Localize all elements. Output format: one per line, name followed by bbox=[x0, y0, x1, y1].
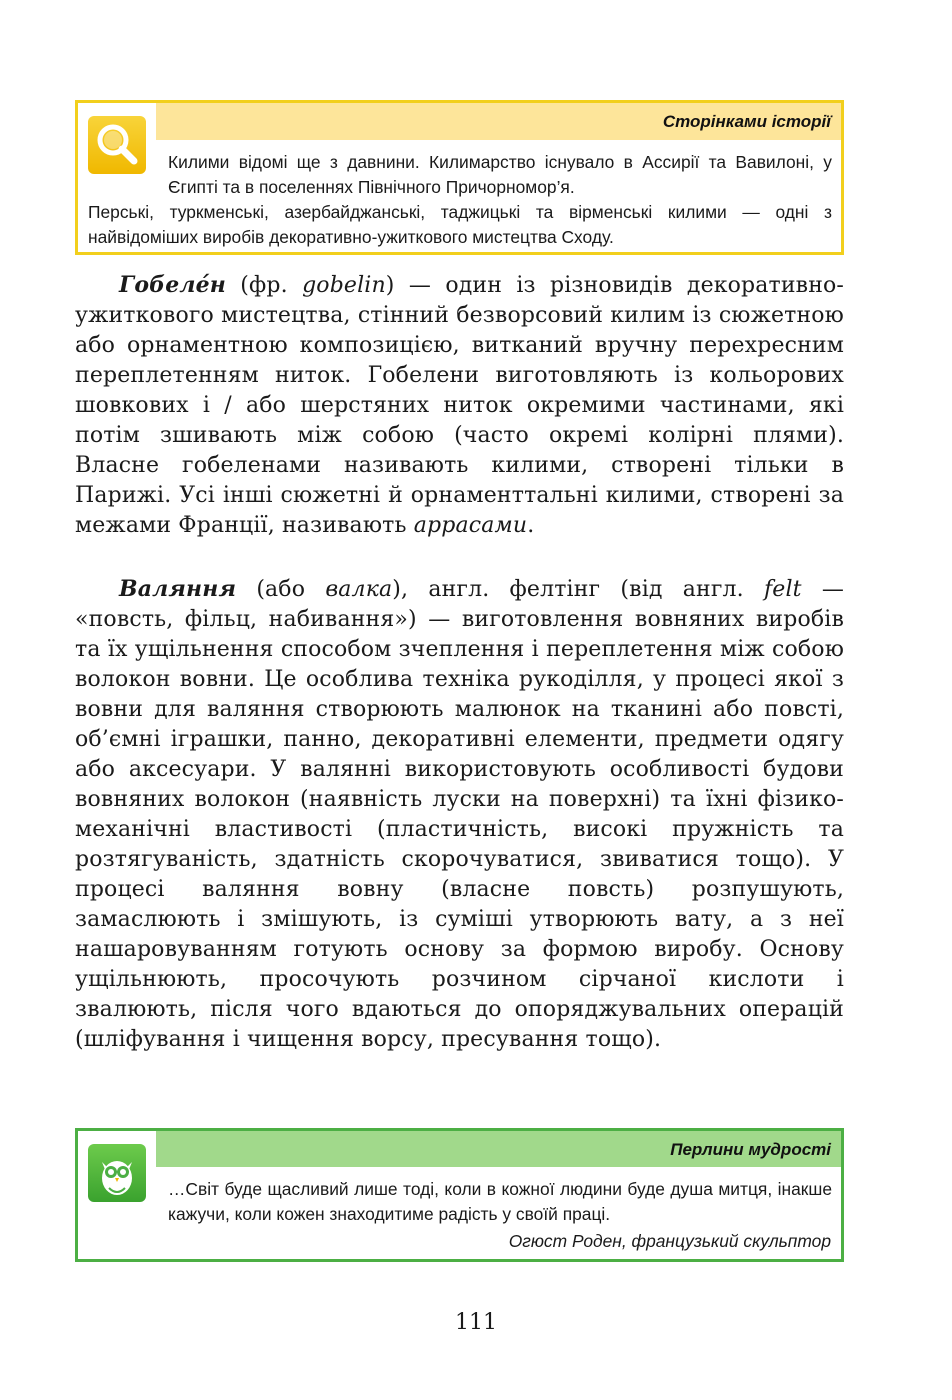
tapestry-paragraph bbox=[75, 270, 844, 541]
wisdom-box-header bbox=[156, 1131, 841, 1167]
owl-icon bbox=[88, 1144, 146, 1202]
history-box-title: Сторінками історії bbox=[662, 112, 831, 131]
felting-body: — «повсть, фільц, набивання») — виготовлення вовняних виробів та їх ущільнення способом зчеплення і переплетення між собою волокон вовни. Це особлива техніка рукоділля, у процесі якої з вовни для валяння створюють малюнок на тканині або повсті, об’ємні іграшки, панно, декоративні елементи, предмети одягу або аксесуари. У валянні використовують особливості будови вовняних волокон (наявність луски на поверхні) та їхні фізико-механічні властивості (пластичність, високі пружність та розтягуваність, здатність скорочуватися, звиватися тощо). У процесі валяння вовну (власне повсть) розпушують, замаслюють і змішують, із суміші утворюють вату, а з неї нашаровуванням готують основу за формою виробу. Основу ущільнюють, просочують розчином сірчаної кислоти і звалюють, після чого вдаються до опоряджувальних операцій (шліфування і чищення ворсу, пресування тощо). bbox=[75, 577, 845, 1052]
felting-origin-word: felt bbox=[764, 577, 802, 602]
tapestry-lead: (фр. bbox=[225, 273, 303, 298]
page-number: 111 bbox=[455, 1310, 497, 1335]
history-sidebar-box bbox=[75, 100, 844, 255]
tapestry-end: . bbox=[527, 513, 535, 538]
felting-alt-term: валка bbox=[325, 577, 393, 602]
wisdom-author: Огюст Роден, французький скульптор bbox=[508, 1231, 831, 1251]
wisdom-sidebar-box bbox=[75, 1128, 844, 1262]
tapestry-term: Гобеле́н bbox=[119, 272, 226, 298]
history-text-second: Перські, туркменські, азербайджанські, таджицькі та вірменські килими — одні з найвідоміших виробів декоративно-ужиткового мистецтва Сходу. bbox=[88, 202, 832, 247]
history-text-first: Килими відомі ще з давнини. Килимарство існувало в Ассирії та Вавилоні, у Єгипті та в поселеннях Північного Причорномор’я. bbox=[168, 152, 832, 197]
tapestry-origin-word: gobelin bbox=[302, 273, 386, 298]
history-box-header bbox=[156, 103, 841, 140]
felting-paragraph bbox=[75, 574, 844, 1055]
tapestry-body: ) — один із різновидів декоративно-ужиткового мистецтва, стінний безворсовий килим із сюжетною або орнаментною композицією, витканий вручну перехресним переплетенням ниток. Гобелени виготовляють із кольорових шовкових і / або шерстяних ниток окремими частинами, які потім зшивають між собою (часто окремі колірні плями). Власне гобеленами називають килими, створені тільки в Парижі. Усі інші сюжетні й орнаменттальні килими, створені за межами Франції, називають bbox=[75, 273, 844, 538]
wisdom-box-title: Перлини мудрості bbox=[670, 1140, 831, 1159]
felting-lead-1: (або bbox=[236, 577, 326, 602]
felting-lead-2: ), англ. фелтінг (від англ. bbox=[392, 577, 765, 602]
wisdom-quote: …Світ буде щасливий лише тоді, коли в кожної людини буде душа митця, інакше кажучи, коли кожен знаходитиме радість у своїй праці. bbox=[168, 1179, 832, 1224]
magnifier-icon bbox=[88, 116, 146, 174]
felting-term: Валяння bbox=[119, 576, 237, 602]
arras-term: аррасами bbox=[413, 513, 528, 538]
